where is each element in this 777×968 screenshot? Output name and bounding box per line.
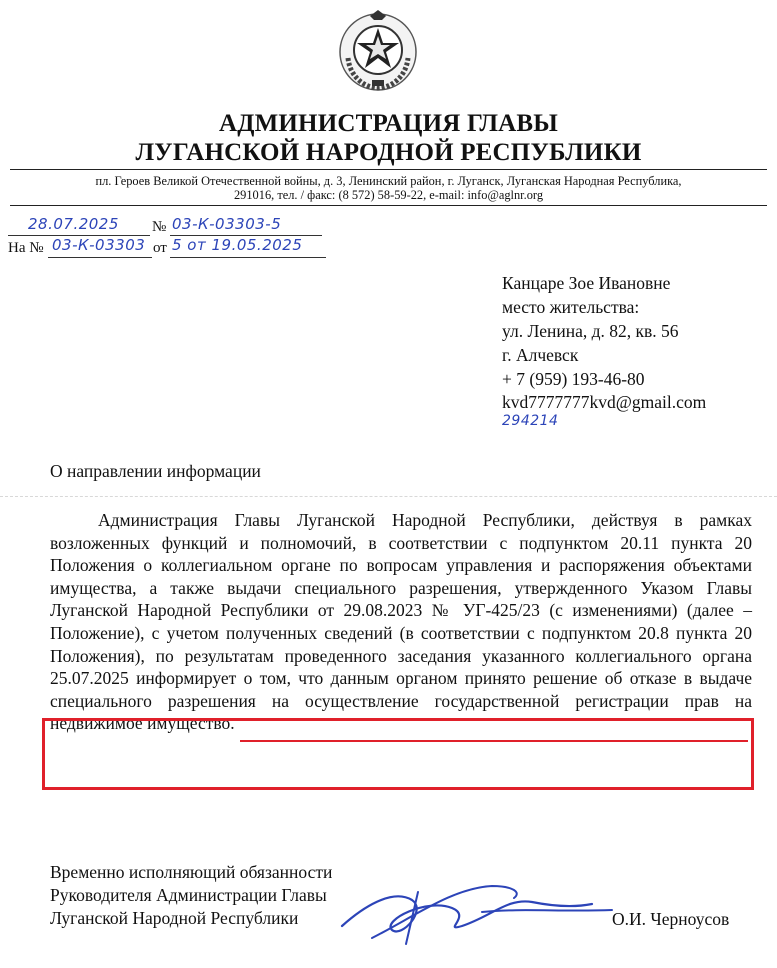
signer-position-line1: Временно исполняющий обязанности (50, 862, 333, 882)
recipient-name: Канцаре Зое Ивановне (502, 273, 671, 293)
signer-position-line2: Руководителя Администрации Главы (50, 885, 327, 905)
lnr-coat-of-arms-icon (336, 8, 420, 92)
recipient-email: kvd7777777kvd@gmail.com (502, 392, 707, 412)
body-text-part2: принято решение об отказе в выдаче специального разрешения на осуществление государственной регистрации прав на недвижимое имущество. (50, 668, 753, 734)
recipient-street: ул. Ленина, д. 82, кв. 56 (502, 321, 679, 341)
reply-label: На № (8, 240, 44, 256)
address-line1: пл. Героев Великой Отечественной войны, д. 3, Ленинский район, г. Луганск, Луганская Народная Республика, (95, 174, 682, 188)
reply-date: 5 от 19.05.2025 (172, 236, 303, 254)
address-line2: 291016, тел. / факс: (8 572) 58-59-22, e-mail: info@aglnr.org (233, 188, 544, 202)
reply-date-underline (170, 257, 326, 258)
letter-body (50, 509, 752, 735)
number-label: № (152, 219, 167, 235)
recipient-city: г. Алчевск (502, 345, 579, 365)
recipient-phone: + 7 (959) 193-46-80 (502, 369, 645, 389)
reply-number: 03-К-03303 (52, 236, 146, 254)
header-divider-bottom (10, 205, 767, 206)
recipient-residence-label: место жительства: (502, 297, 640, 317)
decision-highlight-box (42, 718, 754, 790)
from-label: от (153, 240, 167, 256)
organization-name-line1: АДМИНИСТРАЦИЯ ГЛАВЫ (218, 110, 559, 137)
body-paragraph (50, 509, 752, 735)
handwritten-note: 294214 (502, 413, 559, 429)
reply-number-underline (48, 257, 152, 258)
decision-underline (240, 740, 748, 742)
letter-subject: О направлении информации (50, 461, 261, 481)
organization-name-line2: ЛУГАНСКОЙ НАРОДНОЙ РЕСПУБЛИКИ (135, 139, 642, 166)
body-text-part1: Администрация Главы Луганской Народной Республики, действуя в рамках возложенных функций и полномочий, в соответствии с подпунктом 20.11 пункта 20 Положения о коллегиальном органе по вопросам управления и распоряжения объектами имущества, а также выдачи специального разрешения, утвержденного Указом Главы Луганской Народной Республики от 29.08.2023 № УГ-425/23 (с изменениями) (далее – Положение), с учетом полученных сведений (в соответствии с подпунктом 20.8 пункта 20 Положения), по результатам проведенного заседания указанного коллегиального органа 25.07.2025 информирует о том, что данным органом (50, 510, 752, 689)
outgoing-number: 03-К-03303-5 (172, 215, 282, 233)
signer-name: О.И. Черноусов (612, 909, 730, 929)
handwritten-signature (332, 868, 622, 948)
scan-fold-line (0, 496, 777, 497)
outgoing-date: 28.07.2025 (28, 215, 119, 233)
signer-position-line3: Луганской Народной Республики (50, 908, 299, 928)
header-divider-top (10, 169, 767, 170)
